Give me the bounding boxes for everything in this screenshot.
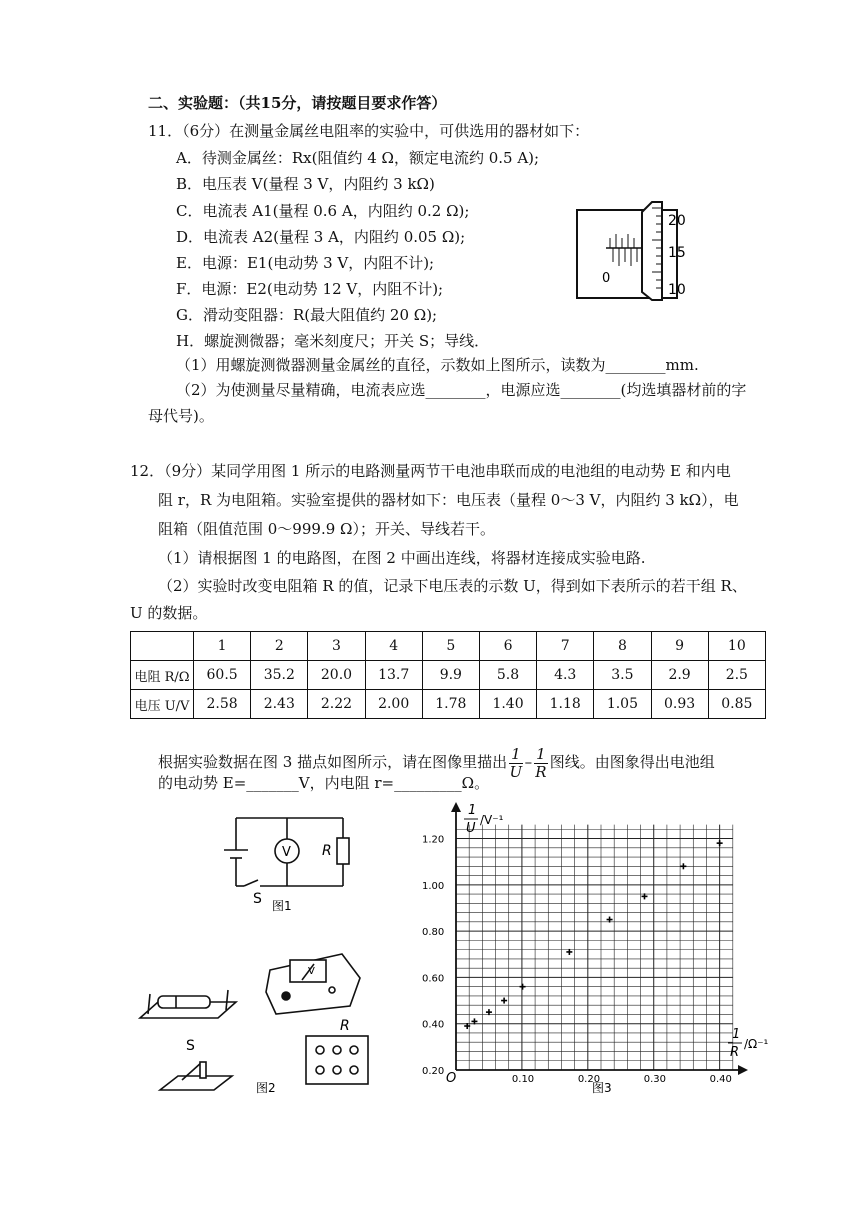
- q12-line2: 阻 r，R 为电阻箱。实验室提供的器材如下：电压表（量程 0～3 V，内阻约 3 kΩ），电: [158, 491, 739, 509]
- q11-item-c: C．电流表 A1(量程 0.6 A，内阻约 0.2 Ω);: [176, 202, 470, 220]
- fraction-1-over-r: [534, 746, 548, 781]
- table-header-cell: [131, 632, 194, 661]
- y-axis-arrow-icon: [451, 802, 461, 812]
- apparatus-fig2: [136, 950, 376, 1098]
- table-cell: 20.0: [308, 661, 365, 690]
- fig2-meter-label: V: [308, 966, 315, 977]
- voltmeter-icon: [266, 954, 360, 1014]
- table-cell: 1.05: [594, 690, 651, 719]
- data-point: [520, 984, 526, 990]
- row-label: 电阻 R/Ω: [131, 661, 194, 690]
- y-tick-label: 0.80: [422, 927, 445, 939]
- table-header-cell: 4: [365, 632, 422, 661]
- fraction-1-over-u: [509, 746, 523, 781]
- resistance-box-icon: [306, 1036, 368, 1084]
- q11-item-g: G．滑动变阻器：R(最大阻值约 20 Ω);: [176, 306, 438, 324]
- q12-line3: 阻箱（阻值范围 0～999.9 Ω）；开关、导线若干。: [158, 520, 495, 538]
- table-header-cell: 1: [194, 632, 251, 661]
- voltmeter-label: V: [282, 845, 291, 860]
- switch-label: S: [253, 891, 262, 907]
- table-header-cell: 9: [651, 632, 708, 661]
- table-header-row: [131, 632, 766, 661]
- table-cell: 2.9: [651, 661, 708, 690]
- q11-part2: （2）为使测量尽量精确，电流表应选________，电源应选________(均选填器材前的字: [176, 381, 747, 399]
- q11-item-d: D．电流表 A2(量程 3 A，内阻约 0.05 Ω);: [176, 228, 466, 246]
- fig2-box-label: R: [340, 1018, 350, 1034]
- micrometer-main-label: 0: [602, 271, 611, 286]
- y-axis-title: [464, 803, 504, 836]
- data-point: [717, 840, 723, 846]
- micrometer-label-20: 20: [668, 213, 686, 229]
- y-tick-label: 0.60: [422, 973, 445, 985]
- frac1-den: U: [509, 762, 523, 781]
- micrometer-label-10: 10: [668, 282, 686, 298]
- x-title-unit: /Ω⁻¹: [744, 1037, 769, 1051]
- y-tick-label: 1.20: [422, 834, 445, 846]
- table-header-cell: 7: [537, 632, 594, 661]
- circuit-diagram-fig1: [200, 810, 370, 920]
- y-title-num: 1: [468, 803, 477, 818]
- table-cell: 5.8: [479, 661, 536, 690]
- q11-item-a: A．待测金属丝：Rx(阻值约 4 Ω，额定电流约 0.5 A);: [176, 149, 540, 167]
- frac1-num: 1: [511, 744, 521, 763]
- q12-part2: （2）实验时改变电阻箱 R 的值，记录下电压表的示数 U，得到如下表所示的若干组 R、: [158, 577, 747, 595]
- q11-item-e: E．电源：E1(电动势 3 V，内阻不计);: [176, 254, 435, 272]
- frac2-num: 1: [536, 744, 546, 763]
- fig1-caption: 图1: [272, 899, 292, 913]
- table-cell: 0.93: [651, 690, 708, 719]
- table-header-cell: 5: [422, 632, 479, 661]
- frac2-den: R: [535, 762, 547, 781]
- q12-part3-pre: 根据实验数据在图 3 描点如图所示，请在图像里描出: [158, 753, 508, 771]
- table-cell: 3.5: [594, 661, 651, 690]
- q11-part2-cont: 母代号)。: [148, 407, 214, 425]
- micrometer-label-15: 15: [668, 245, 686, 261]
- q12-part3-cont: 的电动势 E=_______V，内电阻 r=_________Ω。: [158, 774, 490, 792]
- table-cell: 1.40: [479, 690, 536, 719]
- x-axis-title: [728, 1027, 769, 1060]
- x-axis-arrow-icon: [738, 1065, 748, 1075]
- chart-grid: [456, 825, 733, 1070]
- q12-part1: （1）请根据图 1 的电路图，在图 2 中画出连线，将器材连接成实验电路.: [158, 549, 646, 567]
- table-cell: 60.5: [194, 661, 251, 690]
- data-table: [130, 631, 766, 719]
- table-cell: 2.58: [194, 690, 251, 719]
- table-cell: 2.5: [708, 661, 765, 690]
- table-cell: 1.78: [422, 690, 479, 719]
- table-cell: 2.00: [365, 690, 422, 719]
- q11-item-b: B．电压表 V(量程 3 V，内阻约 3 kΩ): [176, 175, 435, 193]
- y-title-unit: /V⁻¹: [480, 813, 504, 827]
- x-title-num: 1: [732, 1027, 741, 1042]
- q11-part1: （1）用螺旋测微器测量金属丝的直径，示数如上图所示，读数为________mm.: [176, 356, 699, 374]
- y-title-den: U: [466, 821, 476, 836]
- q12-line1: 12．（9分）某同学用图 1 所示的电路测量两节干电池串联而成的电池组的电动势 E 和内电: [130, 462, 731, 480]
- q11-item-f: F．电源：E2(电动势 12 V，内阻不计);: [176, 280, 444, 298]
- x-title-den: R: [730, 1045, 740, 1060]
- data-point: [501, 998, 507, 1004]
- row-label: 电压 U/V: [131, 690, 194, 719]
- table-cell: 35.2: [251, 661, 308, 690]
- y-tick-label: 1.00: [422, 880, 445, 892]
- table-cell: 0.85: [708, 690, 765, 719]
- micrometer-figure: [576, 196, 706, 308]
- q11-stem: 11．（6分）在测量金属丝电阻率的实验中，可供选用的器材如下：: [148, 122, 590, 140]
- data-point: [680, 863, 686, 869]
- table-header-cell: 2: [251, 632, 308, 661]
- table-cell: 4.3: [537, 661, 594, 690]
- table-header-cell: 8: [594, 632, 651, 661]
- table-cell: 1.18: [537, 690, 594, 719]
- table-row: [131, 661, 766, 690]
- switch-icon: [160, 1062, 232, 1090]
- table-header-cell: 3: [308, 632, 365, 661]
- origin-label: O: [446, 1071, 457, 1086]
- table-header-cell: 6: [479, 632, 536, 661]
- x-tick-label: 0.40: [709, 1074, 732, 1085]
- fig2-switch-label: S: [186, 1038, 195, 1054]
- q11-item-h: H．螺旋测微器；毫米刻度尺；开关 S；导线．: [176, 332, 490, 350]
- resistor-label: R: [322, 843, 332, 859]
- table-cell: 2.43: [251, 690, 308, 719]
- section-title: 二、实验题：（共15分，请按题目要求作答）: [148, 94, 447, 112]
- y-tick-label: 0.20: [422, 1066, 445, 1077]
- y-tick-label: 0.40: [422, 1019, 445, 1031]
- minus-sign: –: [524, 753, 533, 771]
- table-row: [131, 690, 766, 719]
- table-cell: 9.9: [422, 661, 479, 690]
- x-tick-label: 0.20: [577, 1074, 601, 1085]
- q12-part2-cont: U 的数据。: [130, 604, 208, 622]
- x-tick-label: 0.30: [643, 1074, 666, 1085]
- battery-holder-icon: [140, 990, 236, 1018]
- fig2-caption: 图2: [256, 1081, 276, 1095]
- fig3-caption: 图3: [592, 1081, 612, 1095]
- table-cell: 13.7: [365, 661, 422, 690]
- graph-fig3: [420, 800, 780, 1100]
- x-tick-label: 0.10: [511, 1074, 535, 1085]
- table-cell: 2.22: [308, 690, 365, 719]
- q12-part3-post: 图线。由图象得出电池组: [549, 753, 715, 771]
- table-header-cell: 10: [708, 632, 765, 661]
